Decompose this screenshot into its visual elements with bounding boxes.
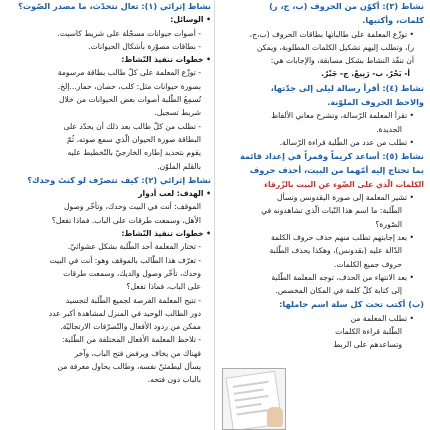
paragraph: الطّلبة: ما اسم هذا النّبات الّذي تشاهدونه في	[261, 206, 402, 216]
worksheet-image	[222, 368, 286, 430]
paragraph: يقوم بتحديد إطاره الخارجيّ بالتّخطيط عليه	[67, 148, 201, 158]
activity5b-title: (ب) أكتب تحت كل سلة اسم حاملها:	[279, 299, 424, 310]
paragraph: • تطلب من عدد من الطّلبة قراءة الرّسالة.	[279, 137, 414, 147]
text-line	[236, 403, 262, 409]
text-line	[237, 409, 269, 415]
steps-label: • خطوات تنفيذ النّشاط:	[121, 55, 211, 65]
paragraph: يسأل ليطمئنّ نفسه، وطالب يحاول معرفة من	[57, 361, 201, 371]
activity5-title: نشاط (٥): أساعد كريماً وقمراً في إعداد قائمة	[239, 151, 424, 162]
paragraph: بالقلم الملوّن.	[157, 161, 201, 171]
paragraph: الصّورة؟	[375, 219, 402, 229]
paragraph: ر)، وتطلب إليهم تشكيل الكلمات المطلوبة، ويمكن	[256, 42, 414, 52]
paragraph: الطّلبة قراءة الكلمات	[335, 327, 402, 337]
paragraph: الموقف: أنت في البيت وحدك، وتأخّر وصول	[64, 202, 201, 212]
list-item: - بطاقات مصوّرة بأشكال الحيوانات.	[88, 41, 201, 51]
paragraph: وتساعدهم على الربط	[333, 340, 402, 350]
text-line	[235, 395, 269, 402]
paragraph: - تلاحظ المعلمة الأفعال المختلفة من الطّلبة:	[61, 335, 201, 345]
paragraph: - تطلب من كلّ طالب بعد ذلك أن يحدّد على	[63, 121, 201, 131]
paragraph: وحدك، تأخّر وصول والديك، وسمعت طرقات	[63, 268, 201, 278]
right-column	[219, 0, 424, 353]
tools-label: • الوسائل:	[170, 15, 211, 25]
paragraph: بالباب دون فتحه.	[147, 375, 201, 385]
text-line	[234, 389, 264, 395]
paragraph: شريط تسجيل.	[154, 108, 201, 118]
paragraph: إلى كتابة كلّ كلمة في المكان المخصص.	[275, 286, 402, 296]
paragraph: • بعد الانتهاء من الحذف، توجه المعلمة الطّلبة	[271, 272, 414, 282]
paragraph: تُسمِعُ الطّلبة أصوات بعض الحيوانات من خلال	[59, 95, 201, 105]
activity3-title-cont: كلمات، وأكتبها.	[362, 15, 424, 26]
paragraph: أن تنفّذ النشاط بشكل مسابقة، والإجابات هي:	[270, 56, 414, 66]
paragraph: الدّالة عليه (بقدونس)، وهكذا يحذف الطّلبة	[269, 246, 402, 256]
paragraph: البطاقة صورة الحيوان الّذي سمع صوته، ثُمّ	[66, 134, 201, 144]
paragraph: فهناك من يخاف ويرفض فتح الباب، وآخر	[74, 348, 201, 358]
paragraph: • توزّع المعلمة على طالباتها بطاقات الحروف (ب،ج،	[249, 29, 414, 39]
activity2-title: نشاط إثرائي (٢): كيف تتصرّف لو كنتَ وحدك؟	[27, 174, 211, 185]
text-line	[233, 381, 269, 388]
paragraph: • تشير المعلمة إلى صورة البقدونس ونسأل	[277, 193, 414, 203]
activity3-title: نشاط (٣): أكوّن من الحروف (ب، ج، ر)	[269, 1, 424, 11]
paragraph: الجديدة.	[376, 124, 402, 134]
hand-icon	[267, 407, 283, 427]
column-divider	[214, 0, 215, 430]
paragraph: ممكن من ردود الأفعال والتّصرّفات الارتجاليّة.	[60, 322, 201, 332]
activity4-title-cont: والاحظ الحروف الملوّنة.	[327, 97, 424, 108]
steps-label: • خطوات تنفيذ النّشاط:	[121, 229, 211, 239]
paragraph: - توزّع المعلمة على كلّ طالب بطاقة مرسومة	[57, 68, 201, 78]
list-item: - أصوات حيوانات مسجّلة على شريط كاسيت.	[57, 28, 201, 38]
paragraph: على الباب، فماذا تفعل؟	[126, 282, 201, 292]
paragraph: حروف جميع الكلمات.	[333, 259, 402, 269]
left-column	[6, 0, 211, 388]
activity1-title: نشاط إثرائي (١): تعال نتحدّث، ما مصدر الصّوت؟	[18, 1, 211, 11]
goal-label: • الهدف: لعب أدوار	[138, 189, 211, 199]
paragraph: - تتيح المعلمة الفرصة لجميع الطّلبة لتجسيد	[65, 295, 201, 305]
paragraph: - تعرّف هذا الطّالب بالموقف وهو: أنت في البيت	[49, 255, 201, 265]
paragraph: دور الطالب الوحيد في المنزل لمشاهدة أكبر عدد	[48, 308, 201, 318]
paragraph: • بعد إجابتهم تطلب منهم حذف حروف الكلمة	[270, 232, 414, 242]
activity5-title-cont2: الكلمات الّذي على الضّوء عن البيت بالزّرقاء	[264, 179, 424, 189]
paragraph: • تقرأ المعلمة الرّسالة، وتشرح معاني الألفاظ	[271, 111, 414, 121]
activity4-title: نشاط (٤): أقرأ رسالة ليلى إلى جدّتها،	[270, 82, 424, 93]
paragraph: الأهل، وسمعت طرقات على الباب. فماذا تفعل؟	[51, 215, 201, 225]
answers-line: أ- بَحْرٌ. ب- رَبِيعٌ. ج- جَبْرٌ.	[321, 69, 410, 79]
paragraph: بصورة حيوانات مثل: كلب، حصان، حمار...إلخ.	[57, 81, 201, 91]
paragraph: • تطلب المعلمة من	[350, 313, 414, 323]
activity5-title-cont: بما تحتاج إليه أمّهما من البيت، أحذف حروف	[249, 165, 424, 176]
paragraph: - تختار المعلمة أحد الطّلبة بشكل عشوائيّ.	[67, 242, 201, 252]
